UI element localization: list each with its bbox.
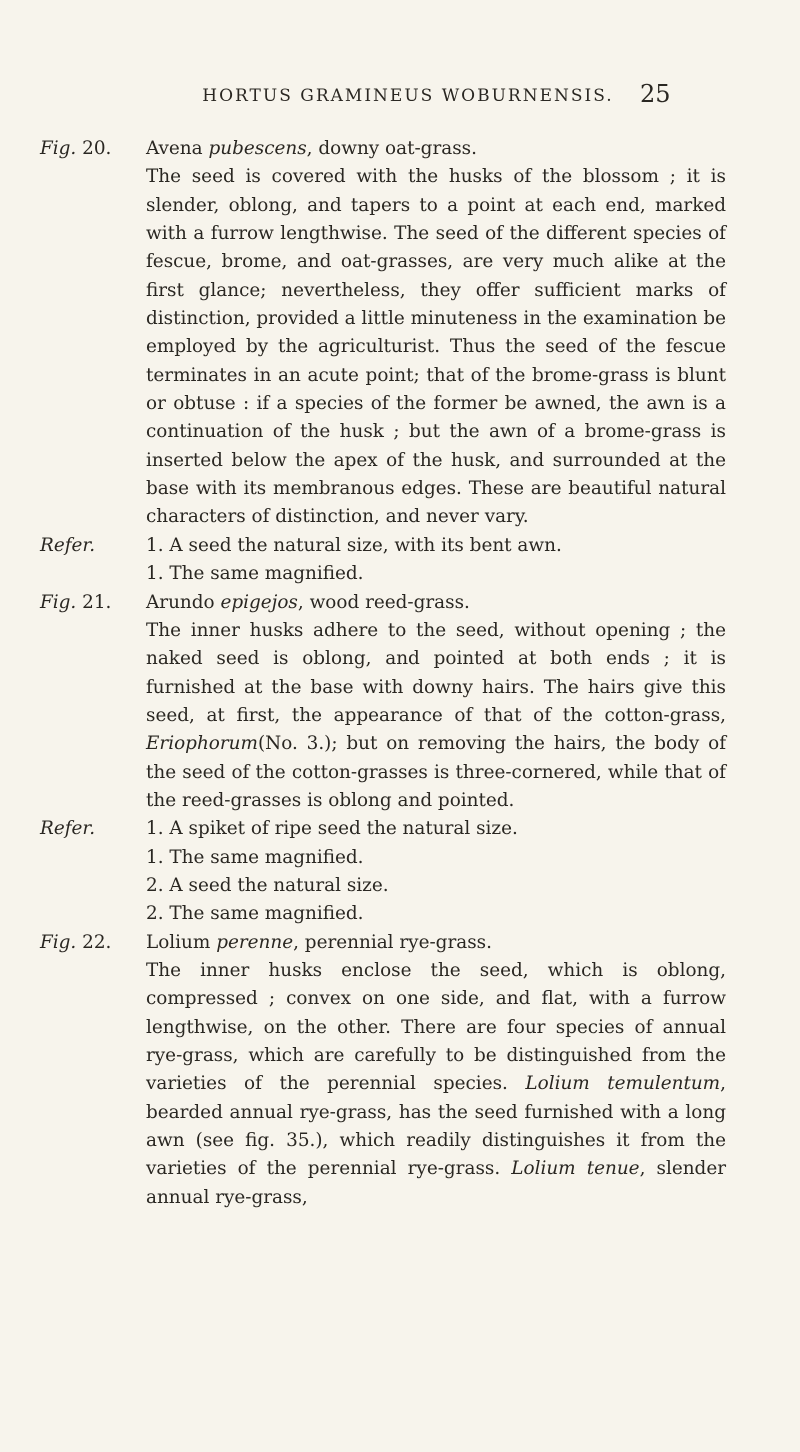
entry-description: The seed is covered with the husks of the blossom ; it is slender, oblong, and tapers to a point at each end, marked with a furrow lengthwise. The seed of the different species of fescue, brome, and oat-grasses, are very much alike at the first glance; nevertheless, they offer sufficient marks of distinction, provided a little minuteness in the examination be employed by the agriculturist. Thus the seed of the fescue terminates in an acute point; that of the brome-grass is blunt or obtuse : if a species of the former be awned, the awn is a continuation of the husk ; but the awn of a brome-grass is inserted below the apex of the husk, and surrounded at the base with its membranous edges. These are beautiful natural characters of distinction, and never vary. <box>146 166 726 528</box>
entry-label: Fig. 20. <box>40 138 112 159</box>
species-heading: Avena pubescens, downy oat-grass. <box>146 138 477 159</box>
figure-entry-22 <box>0 929 800 1212</box>
entry-text <box>146 929 726 1212</box>
reference-line: 1. The same magnified. <box>146 846 364 868</box>
entry-text <box>146 589 726 816</box>
reference-line: 2. A seed the natural size. <box>146 874 389 896</box>
entry-description: The inner husks enclose the seed, which is oblong, compressed ; convex on one side, and flat, with a furrow lengthwise, on the other. There are four species of annual rye-grass, which are carefully to be distinguished from the varieties of the perennial species. Lolium temulentum, bearded annual rye-grass, has the seed furnished with a long awn (see fig. 35.), which readily distinguishes it from the varieties of the perennial rye-grass. Lolium tenue, slender annual rye-grass, <box>146 959 726 1208</box>
reference-line: 1. A spiket of ripe seed the natural size. <box>146 818 518 840</box>
reference-lines <box>146 815 726 928</box>
entry-text <box>146 135 726 532</box>
running-header: HORTUS GRAMINEUS WOBURNENSIS. <box>202 86 614 106</box>
reference-line: 2. The same magnified. <box>146 903 364 925</box>
reference-label: Refer. <box>40 818 96 840</box>
species-heading: Arundo epigejos, wood reed-grass. <box>146 591 470 613</box>
reference-line: 1. A seed the natural size, with its bent awn. <box>146 534 562 556</box>
reference-line: 1. The same magnified. <box>146 563 364 585</box>
species-heading: Lolium perenne, perennial rye-grass. <box>146 931 492 953</box>
page-number: 25 <box>640 80 671 108</box>
reference-label: Refer. <box>40 534 96 556</box>
page-body <box>0 135 800 1212</box>
figure-entry-21 <box>0 589 800 816</box>
reference-entry-21 <box>0 815 800 928</box>
reference-lines <box>146 532 726 589</box>
figure-entry-20 <box>0 135 800 532</box>
entry-label: Fig. 22. <box>40 931 112 953</box>
entry-label: Fig. 21. <box>40 591 112 613</box>
reference-entry-20 <box>0 532 800 589</box>
entry-description: The inner husks adhere to the seed, without opening ; the naked seed is oblong, and pointed at both ends ; it is furnished at the base with downy hairs. The hairs give this seed, at first, the appearance of that of the cotton-grass, Eriophorum(No. 3.); but on removing the hairs, the body of the seed of the cotton-grasses is three-cornered, while that of the reed-grasses is oblong and pointed. <box>146 619 726 811</box>
